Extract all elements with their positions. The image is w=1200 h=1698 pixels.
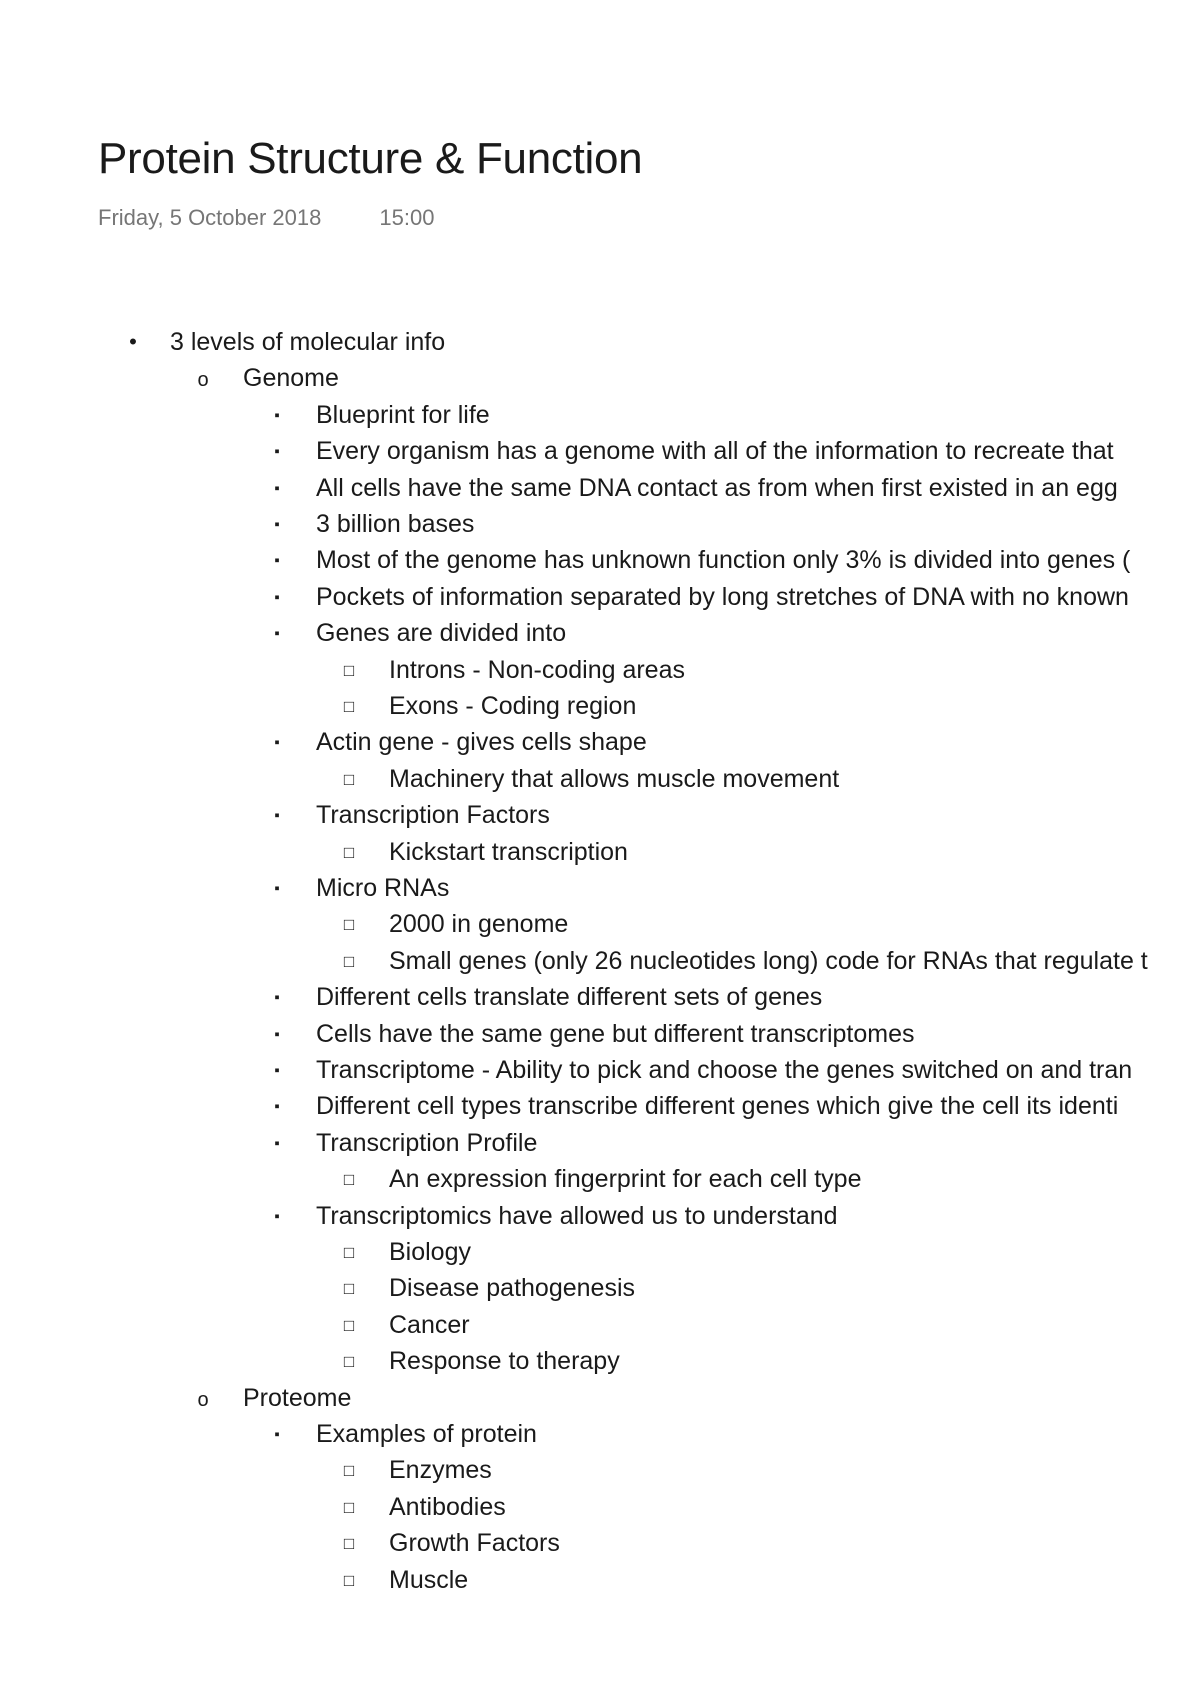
outline-item-text: Different cell types transcribe different genes which give the cell its identi: [316, 1092, 1119, 1120]
outline-item-text: Transcription Factors: [316, 801, 550, 829]
outline-item-text: Response to therapy: [389, 1347, 620, 1375]
outline-item-text: Every organism has a genome with all of the information to recreate that: [316, 437, 1114, 465]
outline-item-text: Kickstart transcription: [389, 838, 628, 866]
square-bullet-icon: ▪: [274, 734, 280, 751]
square-bullet-icon: ▪: [274, 1098, 280, 1115]
checkbox-bullet-icon: □: [343, 1352, 355, 1371]
bullet-icon: •: [129, 329, 137, 354]
checkbox-bullet-icon: □: [343, 843, 355, 862]
outline-item-text: Machinery that allows muscle movement: [389, 765, 840, 793]
outline-item-text: Muscle: [389, 1566, 469, 1594]
outline-item-text: Genome: [243, 364, 339, 392]
page-date: Friday, 5 October 2018: [98, 205, 322, 230]
checkbox-bullet-icon: □: [343, 1316, 355, 1335]
outline-item-text: Blueprint for life: [316, 401, 490, 429]
circle-bullet-icon: o: [197, 369, 209, 391]
page-time: 15:00: [379, 205, 435, 230]
square-bullet-icon: ▪: [274, 443, 280, 460]
outline-item-text: Most of the genome has unknown function only 3% is divided into genes (: [316, 546, 1131, 574]
page-meta: [98, 205, 434, 231]
page-title: Protein Structure & Function: [98, 134, 643, 183]
outline-item-text: Disease pathogenesis: [389, 1274, 635, 1302]
square-bullet-icon: ▪: [274, 589, 280, 606]
checkbox-bullet-icon: □: [343, 1170, 355, 1189]
checkbox-bullet-icon: □: [343, 697, 355, 716]
outline-item-text: All cells have the same DNA contact as from when first existed in an egg: [316, 474, 1118, 502]
outline-item-text: 2000 in genome: [389, 910, 569, 938]
square-bullet-icon: ▪: [274, 552, 280, 569]
outline-item-text: 3 billion bases: [316, 510, 475, 538]
outline-item-text: Biology: [389, 1238, 471, 1266]
checkbox-bullet-icon: □: [343, 770, 355, 789]
checkbox-bullet-icon: □: [343, 952, 355, 971]
outline-item-text: Different cells translate different sets of genes: [316, 983, 823, 1011]
square-bullet-icon: ▪: [274, 1426, 280, 1443]
square-bullet-icon: ▪: [274, 480, 280, 497]
square-bullet-icon: ▪: [274, 1208, 280, 1225]
outline-item-text: An expression fingerprint for each cell type: [389, 1165, 862, 1193]
square-bullet-icon: ▪: [274, 625, 280, 642]
notes-outline: [0, 324, 1200, 1624]
square-bullet-icon: ▪: [274, 1062, 280, 1079]
checkbox-bullet-icon: □: [343, 915, 355, 934]
outline-item-text: Proteome: [243, 1384, 352, 1412]
square-bullet-icon: ▪: [274, 989, 280, 1006]
outline-item-text: Transcription Profile: [316, 1129, 538, 1157]
outline-item-text: 3 levels of molecular info: [170, 328, 446, 356]
checkbox-bullet-icon: □: [343, 1461, 355, 1480]
square-bullet-icon: ▪: [274, 516, 280, 533]
square-bullet-icon: ▪: [274, 807, 280, 824]
checkbox-bullet-icon: □: [343, 661, 355, 680]
checkbox-bullet-icon: □: [343, 1279, 355, 1298]
square-bullet-icon: ▪: [274, 407, 280, 424]
outline-item-text: Transcriptomics have allowed us to understand: [316, 1202, 838, 1230]
outline-item-text: Exons - Coding region: [389, 692, 637, 720]
circle-bullet-icon: o: [197, 1389, 209, 1411]
square-bullet-icon: ▪: [274, 1026, 280, 1043]
outline-item-text: Cancer: [389, 1311, 470, 1339]
square-bullet-icon: ▪: [274, 880, 280, 897]
outline-item-text: Cells have the same gene but different transcriptomes: [316, 1020, 915, 1048]
outline-item-text: Antibodies: [389, 1493, 506, 1521]
outline-item-text: Pockets of information separated by long stretches of DNA with no known: [316, 583, 1129, 611]
square-bullet-icon: ▪: [274, 1135, 280, 1152]
outline-item-text: Actin gene - gives cells shape: [316, 728, 647, 756]
outline-item-text: Transcriptome - Ability to pick and choose the genes switched on and tran: [316, 1056, 1133, 1084]
outline-item-text: Genes are divided into: [316, 619, 567, 647]
outline-item-text: Micro RNAs: [316, 874, 450, 902]
checkbox-bullet-icon: □: [343, 1534, 355, 1553]
outline-item-text: Examples of protein: [316, 1420, 537, 1448]
outline-item-text: Introns - Non-coding areas: [389, 656, 685, 684]
outline-item-text: Enzymes: [389, 1456, 492, 1484]
outline-item-text: Growth Factors: [389, 1529, 560, 1557]
checkbox-bullet-icon: □: [343, 1571, 355, 1590]
outline-item-text: Small genes (only 26 nucleotides long) code for RNAs that regulate t: [389, 947, 1148, 975]
checkbox-bullet-icon: □: [343, 1498, 355, 1517]
checkbox-bullet-icon: □: [343, 1243, 355, 1262]
